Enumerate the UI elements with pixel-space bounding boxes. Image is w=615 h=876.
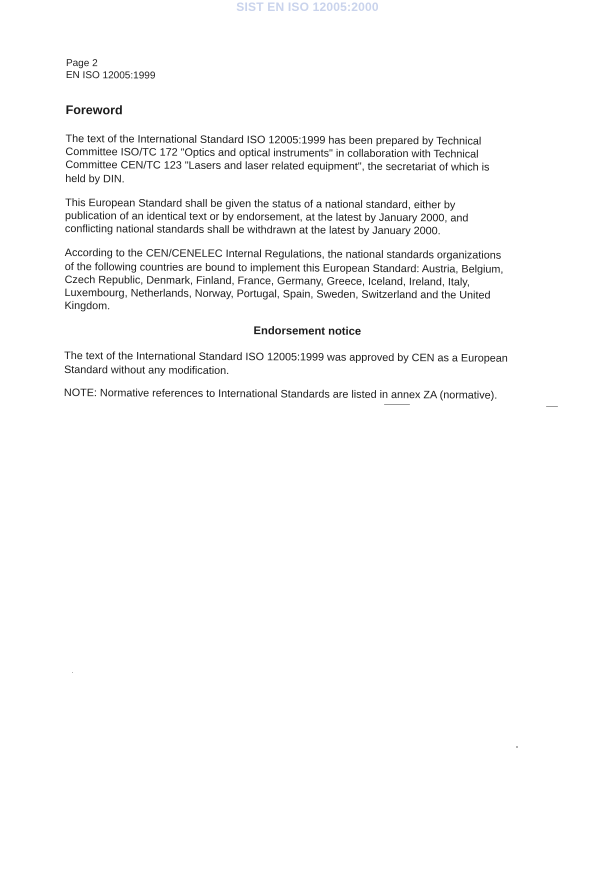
foreword-paragraph-1	[65, 133, 551, 189]
endorsement-paragraph	[64, 350, 550, 379]
text-line: This European Standard shall be given the status of a national standard, either by	[65, 196, 456, 212]
foreword-heading: Foreword	[65, 102, 123, 118]
text-line: Committee ISO/TC 172 "Optics and optical instruments" in collaboration with Technical	[65, 146, 479, 161]
document-page	[64, 58, 552, 403]
normative-note: NOTE: Normative references to International Standards are listed in annex ZA (normative).	[63, 386, 498, 402]
foreword-paragraph-3	[64, 247, 550, 316]
endorsement-heading: Endorsement notice	[253, 325, 362, 339]
watermark: SIST EN ISO 12005:2000	[236, 0, 379, 14]
text-line: publication of an identical text or by endorsement, at the latest by January 2000, and	[64, 210, 469, 225]
text-line: The text of the International Standard ISO 12005:1999 has been prepared by Technical	[65, 132, 482, 148]
text-line: The text of the International Standard ISO 12005:1999 was approved by CEN as a European	[64, 350, 508, 366]
page-number: Page 2	[65, 58, 98, 70]
text-line: According to the CEN/CENELEC Internal Regulations, the national standards organizations	[64, 247, 502, 263]
document-identifier: EN ISO 12005:1999	[65, 69, 156, 82]
text-line: of the following countries are bound to implement this European Standard: Austria, Belgium,	[64, 260, 504, 276]
text-line: conflicting national standards shall be withdrawn at the latest by January 2000.	[64, 223, 441, 238]
text-line: Czech Republic, Denmark, Finland, France, Germany, Greece, Iceland, Ireland, Italy,	[64, 273, 470, 289]
scan-speck	[384, 404, 410, 405]
scan-speck	[546, 406, 558, 407]
text-line: Luxembourg, Netherlands, Norway, Portugal, Spain, Sweden, Switzerland and the United	[64, 287, 491, 302]
text-line: held by DIN.	[65, 172, 125, 185]
scan-speck	[516, 746, 518, 748]
text-line: Standard without any modification.	[64, 363, 230, 377]
text-line: Kingdom.	[64, 300, 111, 313]
foreword-paragraph-2	[65, 197, 551, 240]
text-line: Committee CEN/TC 123 "Lasers and laser related equipment", the secretariat of which is	[65, 159, 490, 174]
scan-speck	[72, 672, 73, 673]
